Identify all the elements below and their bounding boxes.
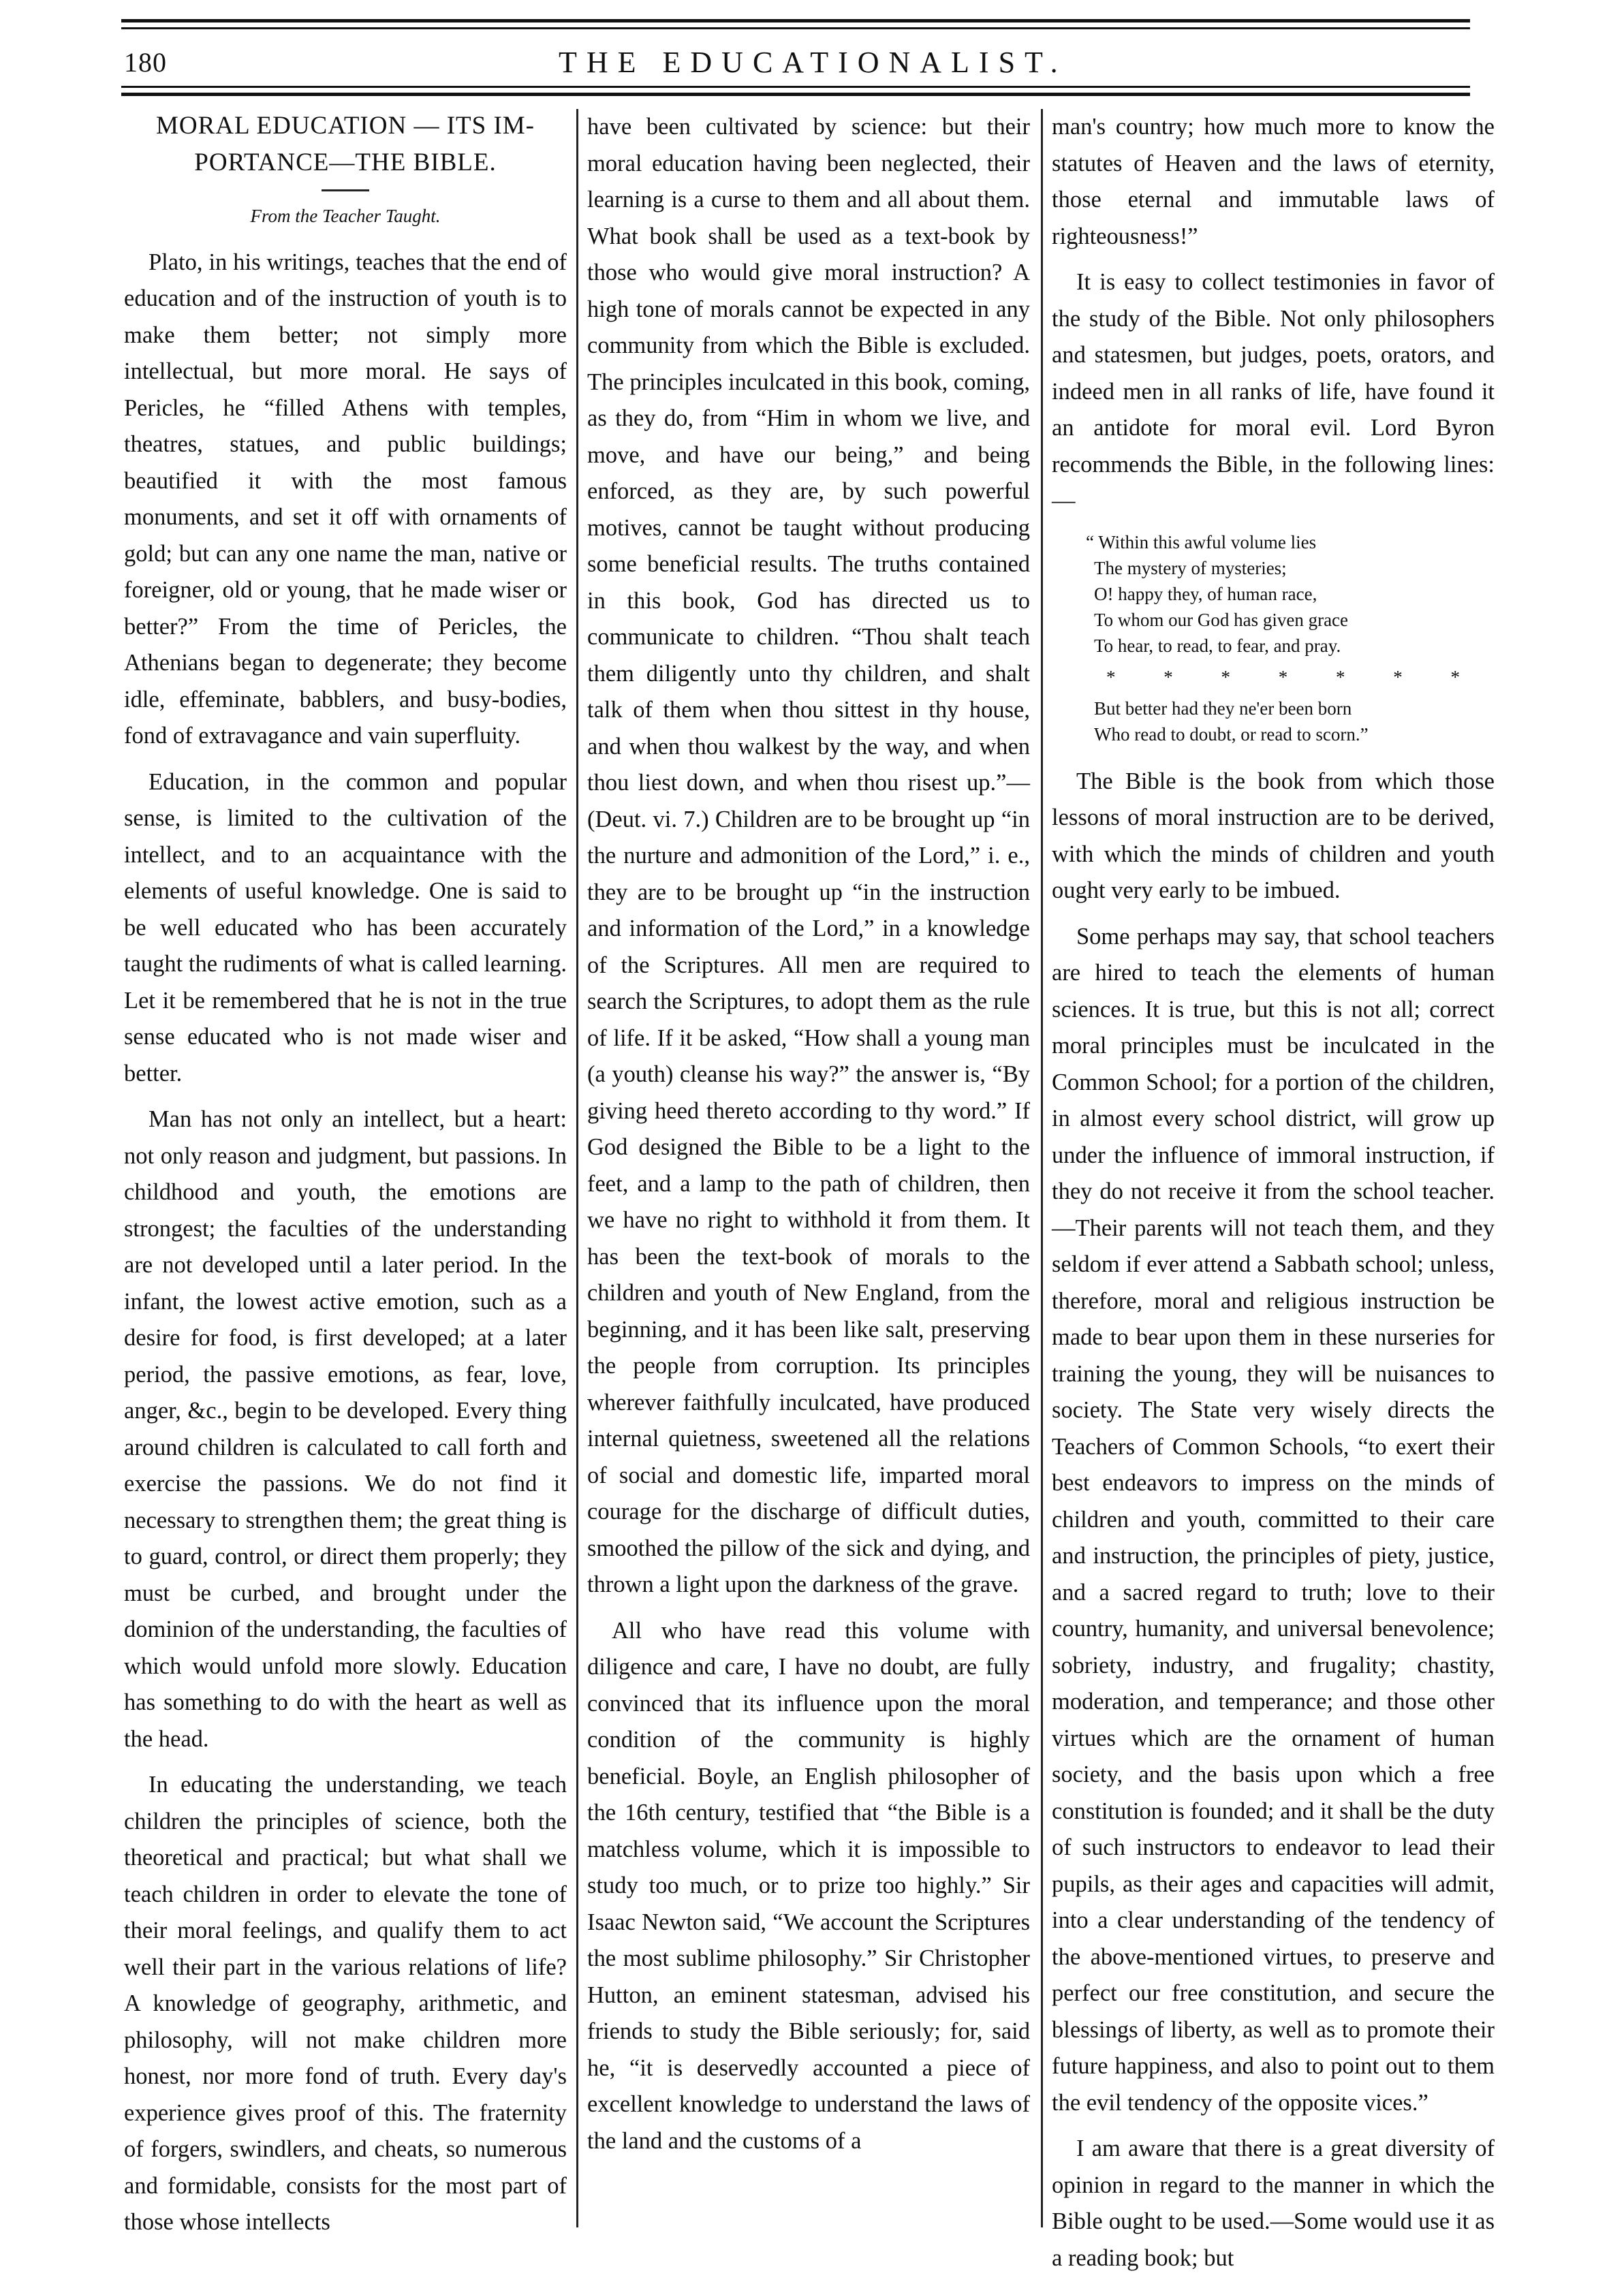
poem-line: The mystery of mysteries; xyxy=(1094,557,1287,578)
poem-line: Who read to doubt, or read to scorn.” xyxy=(1094,723,1369,745)
poem-line: To whom our God has given grace xyxy=(1094,609,1349,630)
poem-line: “ Within this awful volume lies xyxy=(1086,531,1317,552)
paragraph: All who have read this volume with diligence and care, I have no doubt, are fully convinced that its influence upon the moral condition of the community is highly beneficial. Boyle, an English philosopher of the 16th century, testified that “the Bible is a matchless volume, which it is impossible to study too much, or to prize too highly.” Sir Isaac Newton said, “We account the Scriptures the most sublime philosophy.” Sir Christopher Hutton, an eminent statesman, advised his friends to study the Bible seriously; for, said he, “it is deservedly accounted a piece of excellent knowledge to understand the laws of the land and the customs of a xyxy=(587,1617,1030,2154)
column-3 xyxy=(1052,109,1495,2286)
paragraph: Some perhaps may say, that school teachers are hired to teach the elements of human sciences. It is true, but this is not all; correct moral principles must be inculcated in the Common School; for a portion of the children, in almost every school district, will grow up under the influence of immoral instruction, if they do not receive it from the school teacher.—Their parents will not teach them, and they seldom if ever attend a Sabbath school; unless, therefore, moral and religious instruction be made to bear upon them in these nurseries for training the young, they will be nuisances to society. The State very wisely directs the Teachers of Common Schools, “to exert their best endeavors to impress on the minds of children and youth, committed to their care and instruction, the principles of piety, justice, and a sacred regard to truth; love to their country, humanity, and universal benevolence; sobriety, industry, and frugality; chastity, moderation, and temperance; and those other virtues which are the ornament of human society, and the basis upon which a free constitution is founded; and it shall be the duty of such instructors to endeavor to lead their pupils, as their ages and capacities will admit, into a clear understanding of the tendency of the above-mentioned virtues, to preserve and perfect our free constitution, and secure the blessings of liberty, as well as to promote their future happiness, and also to point out to them the evil tendency of the opposite vices.” xyxy=(1052,923,1495,2116)
page-number: 180 xyxy=(124,47,167,78)
poem-line: But better had they ne'er been born xyxy=(1094,698,1352,719)
journal-title: THE EDUCATIONALIST. xyxy=(559,46,1067,79)
header-rule-thick xyxy=(121,93,1470,96)
paragraph: man's country; how much more to know the statutes of Heaven and the laws of eternity, those eternal and immutable laws of righteousness!” xyxy=(1052,114,1495,249)
poem-line: To hear, to read, to fear, and pray. xyxy=(1094,635,1341,656)
article-title-line-2: PORTANCE—THE BIBLE. xyxy=(194,148,497,176)
column-1 xyxy=(124,109,567,2251)
top-rule-thin xyxy=(121,27,1470,29)
paragraph: Education, in the common and popular sense, is limited to the cultivation of the intellect, and to an acquaintance with the elements of useful knowledge. One is said to be well educated who has been accurately taught the rudiments of what is called learning. Let it be remembered that he is not in the true sense educated who is not made wiser and better. xyxy=(124,768,567,1086)
paragraph: The Bible is the book from which those lessons of moral instruction are to be derived, with which the minds of children and youth ought very early to be imbued. xyxy=(1052,768,1495,903)
article-title-line-1: MORAL EDUCATION — ITS IM- xyxy=(156,112,535,140)
paragraph: have been cultivated by science: but their moral education having been neglected, their learning is a curse to them and all about them. What book shall be used as a text-book by those who would give moral instruction? A high tone of morals cannot be expected in any community from which the Bible is excluded. The principles inculcated in this book, coming, as they do, from “Him in whom we live, and move, and have our being,” and being enforced, as they are, by such powerful motives, cannot be taught without producing some beneficial results. The truths contained in this book, God has directed us to communicate to children. “Thou shalt teach them diligently unto thy children, and shalt talk of them when thou sittest in thy house, and when thou walkest by the way, and when thou liest down, and when thou risest up.”—(Deut. vi. 7.) Children are to be brought up “in the nurture and admonition of the Lord,” i. e., they are to be brought up “in the instruction and information of the Lord,” in a knowledge of the Scriptures. All men are required to search the Scriptures, to adopt them as the rule of life. If it be asked, “How shall a young man (a youth) cleanse his way?” the answer is, “By giving heed thereto according to thy word.” If God designed the Bible to be a light to the feet, and a lamp to the path of children, then we have no right to withhold it from them. It has been the text-book of morals to the children and youth of New England, from the beginning, and it has been like salt, preserving the people from corruption. Its principles wherever faithfully inculcated, have produced internal quietness, sweetened all the relations of social and domestic life, imparted moral courage for the discharge of difficult duties, smoothed the pillow of the sick and dying, and thrown a light upon the darkness of the grave. xyxy=(587,114,1030,1597)
poem-line: O! happy they, of human race, xyxy=(1094,583,1317,604)
column-separator-2 xyxy=(1041,109,1043,2227)
column-2 xyxy=(587,109,1030,2169)
paragraph: I am aware that there is a great diversity of opinion in regard to the manner in which the Bible ought to be used.—Some would use it as a reading book; but xyxy=(1052,2135,1495,2271)
article-source: From the Teacher Taught. xyxy=(250,206,441,226)
paragraph: In educating the understanding, we teach children the principles of science, both the theoretical and practical; but what shall we teach children in order to elevate the tone of their moral feelings, and qualify them to act well their part in the various relations of life? A knowledge of geography, arithmetic, and philosophy, will not make children more honest, nor more fond of truth. Every day's experience gives proof of this. The fraternity of forgers, swindlers, and cheats, so numerous and formidable, consists for the most part of those whose intellects xyxy=(124,1772,567,2235)
title-divider xyxy=(322,189,369,191)
poem-ellipsis-stars: * * * * * * * xyxy=(1106,666,1482,687)
paragraph: Man has not only an intellect, but a heart: not only reason and judgment, but passions. In childhood and youth, the emotions are strongest; the faculties of the understanding are not developed until a later period. In the infant, the lowest active emotion, such as a desire for food, is first developed; at a later period, the passive emotions, as fear, love, anger, &c., begin to be developed. Every thing around children is calculated to call forth and exercise the passions. We do not find it necessary to strengthen them; the great thing is to guard, control, or direct them properly; they must be curbed, and brought under the dominion of the understanding, the faculties of which would unfold more slowly. Education has something to do with the heart as well as the head. xyxy=(124,1106,567,1752)
paragraph: It is easy to collect testimonies in favor of the study of the Bible. Not only philosophers and statesmen, but judges, poets, orators, and indeed men in all ranks of life, have found it an antidote for moral evil. Lord Byron recommends the Bible, in the following lines:— xyxy=(1052,269,1495,514)
column-separator-1 xyxy=(576,109,578,2227)
top-rule xyxy=(121,19,1470,22)
header-rule xyxy=(121,86,1470,88)
paragraph: Plato, in his writings, teaches that the end of education and of the instruction of youth is to make them better; not simply more intellectual, but more moral. He says of Pericles, he “filled Athens with temples, theatres, statues, and public buildings; beautified it with the most famous monuments, and set it off with ornaments of gold; but can any one name the man, native or foreigner, old or young, that he made wiser or better?” From the time of Pericles, the Athenians began to degenerate; they become idle, effeminate, babblers, and busy-bodies, fond of extravagance and vain superfluity. xyxy=(124,249,567,749)
poem-quote xyxy=(1086,529,1495,747)
